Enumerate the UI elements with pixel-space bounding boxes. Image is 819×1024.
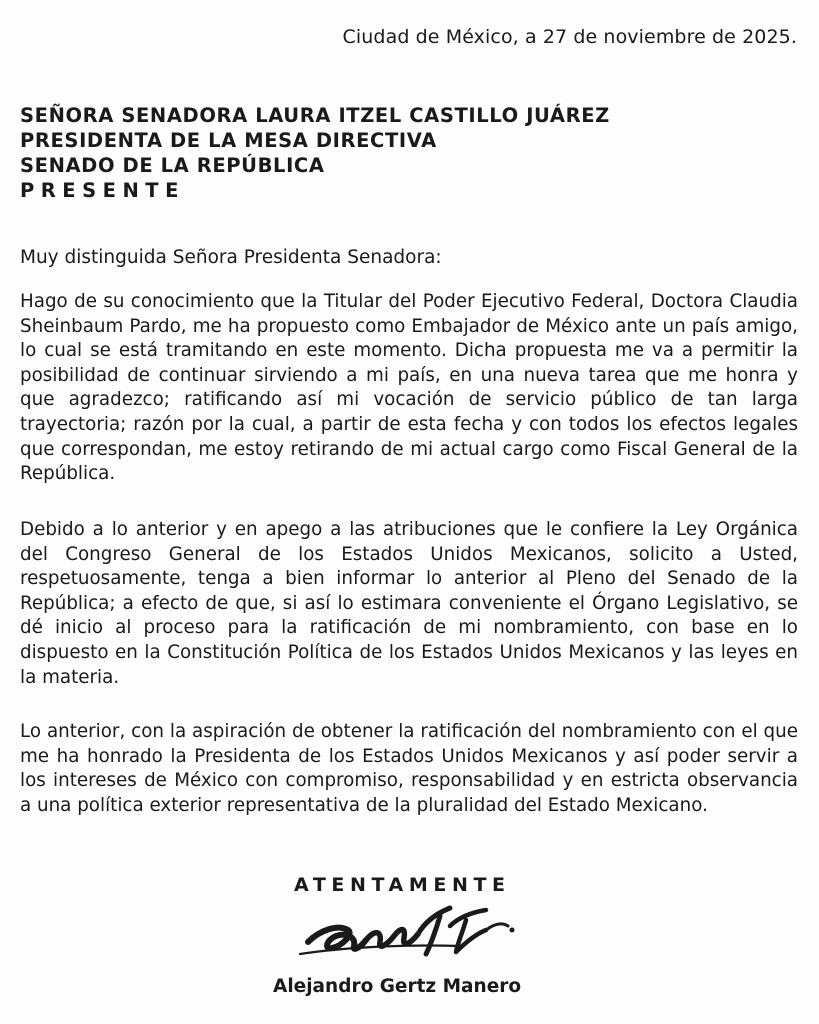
recipient-block [20, 103, 610, 203]
handwritten-signature [290, 890, 530, 980]
recipient-institution: SENADO DE LA REPÚBLICA [20, 154, 325, 177]
recipient-name: SEÑORA SENADORA LAURA ITZEL CASTILLO JUÁREZ [20, 104, 610, 127]
signer-name: Alejandro Gertz Manero [273, 976, 522, 997]
body-paragraph-2: Debido a lo anterior y en apego a las atribuciones que le confiere la Ley Orgánica del Congreso General de los Estados Unidos Mexicanos, solicito a Usted, respetuosamente, tenga a bien informar lo anterior al Pleno del Senado de la República; a efecto de que, si así lo estimara conveniente el Órgano Legislativo, se dé inicio al proceso para la ratificación de mi nombramiento, con base en lo dispuesto en la Constitución Política de los Estados Unidos Mexicanos y las leyes en la materia. [20, 519, 798, 688]
recipient-presente: PRESENTE [20, 179, 185, 202]
body-paragraph-1: Hago de su conocimiento que la Titular del Poder Ejecutivo Federal, Doctora Claudia Sheinbaum Pardo, me ha propuesto como Embajador de México ante un país amigo, lo cual se está tramitando en este momento. Dicha propuesta me va a permitir la posibilidad de continuar sirviendo a mi país, en una nueva tarea que me honra y que agradezco; ratificando así mi vocación de servicio público de tan larga trayectoria; razón por la cual, a partir de esta fecha y con todos los efectos legales que correspondan, me estoy retirando de mi actual cargo como Fiscal General de la República. [20, 291, 798, 485]
salutation: Muy distinguida Señora Presidenta Senadora: [20, 247, 442, 268]
closing: ATENTAMENTE [294, 874, 511, 896]
date-line: Ciudad de México, a 27 de noviembre de 2025. [342, 26, 797, 48]
body-paragraph-3: Lo anterior, con la aspiración de obtener la ratificación del nombramiento con el que me ha honrado la Presidenta de los Estados Unidos Mexicanos y así poder servir a los intereses de México con compromiso, responsabilidad y en estricta observancia a una política exterior representativa de la pluralidad del Estado Mexicano. [20, 721, 798, 816]
recipient-position: PRESIDENTA DE LA MESA DIRECTIVA [20, 129, 437, 152]
